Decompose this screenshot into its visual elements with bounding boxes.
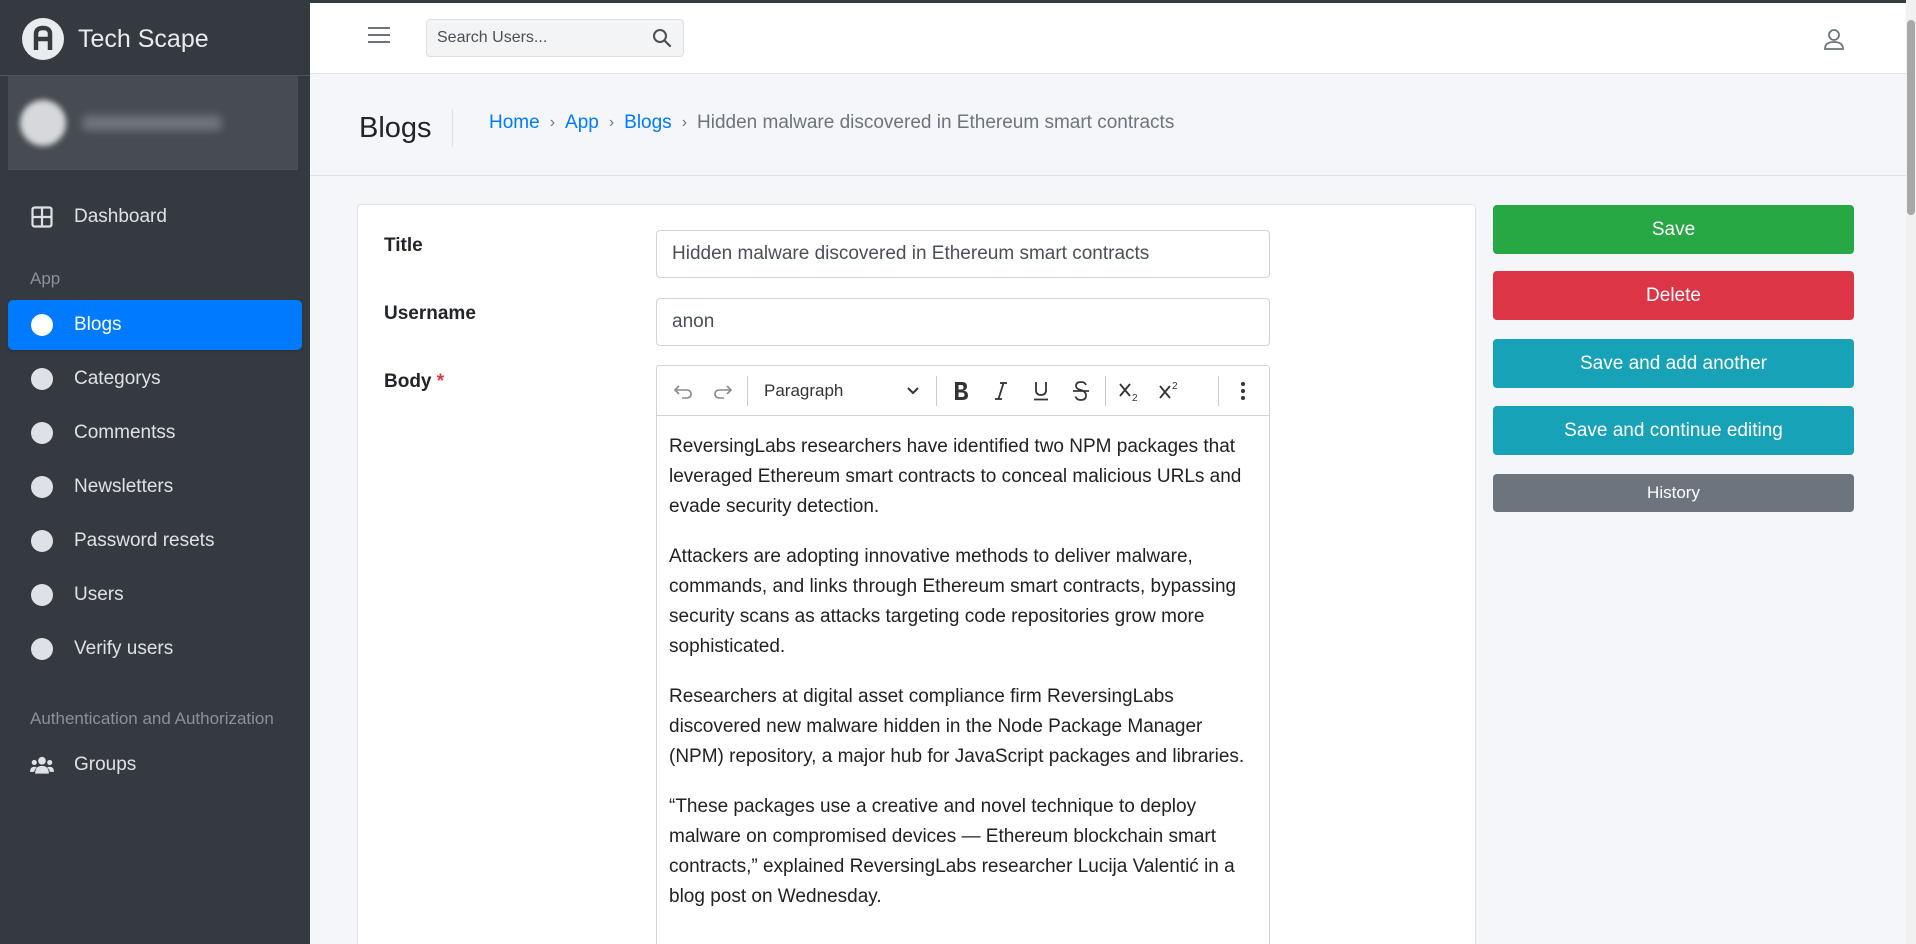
sidebar-item-label: Commentss <box>74 422 176 443</box>
vertical-dots-icon <box>1240 381 1246 401</box>
save-and-continue-button[interactable]: Save and continue editing <box>1493 406 1854 455</box>
sidebar-item-label: Blogs <box>74 314 122 335</box>
body-label <box>384 371 444 393</box>
users-icon <box>30 753 54 777</box>
editor-paragraph: Researchers at digital asset compliance firm ReversingLabs discovered new malware hidden in the Node Package Manager (NPM) repository, a major hub for JavaScript packages and libraries. <box>669 686 1245 767</box>
form-actions <box>1493 205 1854 531</box>
history-button[interactable]: History <box>1493 474 1854 512</box>
circle-icon <box>30 475 54 499</box>
user-name-blurred <box>82 115 222 131</box>
breadcrumb-current: Hidden malware discovered in Ethereum smart contracts <box>697 112 1175 133</box>
sidebar <box>0 0 310 944</box>
bold-icon <box>951 380 971 402</box>
search-input[interactable] <box>427 29 642 47</box>
page-scrollbar[interactable] <box>1906 0 1916 944</box>
sidebar-item-verify-users[interactable] <box>8 624 302 674</box>
breadcrumb-app[interactable]: App <box>565 112 599 133</box>
sidebar-nav <box>0 170 310 802</box>
breadcrumb-separator: › <box>608 114 615 131</box>
editor-paragraph: ReversingLabs researchers have identified two NPM packages that leveraged Ethereum smart contracts to conceal malicious URLs and evade security detection. <box>669 436 1242 517</box>
underline-icon <box>1031 380 1051 402</box>
undo-icon <box>672 380 694 402</box>
required-marker: * <box>436 371 445 392</box>
more-options-button[interactable] <box>1223 371 1263 411</box>
brand-link[interactable] <box>0 3 310 76</box>
circle-icon <box>30 583 54 607</box>
superscript-button[interactable] <box>1150 371 1190 411</box>
toolbar-separator <box>747 376 748 406</box>
body-label-text: Body <box>384 371 432 392</box>
content-header <box>310 74 1906 176</box>
sidebar-item-users[interactable] <box>8 570 302 620</box>
top-navbar <box>310 0 1906 74</box>
circle-icon <box>30 421 54 445</box>
dashboard-icon <box>30 205 54 229</box>
toolbar-separator <box>1105 376 1106 406</box>
strikethrough-icon <box>1071 380 1091 402</box>
svg-text:2: 2 <box>1172 380 1178 392</box>
editor-toolbar <box>657 366 1269 416</box>
redo-icon <box>712 380 734 402</box>
breadcrumb <box>489 112 1174 134</box>
sidebar-item-label: Groups <box>74 754 137 775</box>
editor-paragraph: “These packages use a creative and novel technique to deploy malware on compromised devices — Ethereum blockchain smart contracts,” explained ReversingLabs researcher Lucija Valentić in a blog post on Wednesday. <box>669 796 1235 907</box>
search-button[interactable] <box>642 20 682 56</box>
title-label: Title <box>384 235 423 256</box>
user-panel[interactable] <box>8 76 298 170</box>
breadcrumb-blogs[interactable]: Blogs <box>624 112 672 133</box>
bold-button[interactable] <box>941 371 981 411</box>
subscript-icon <box>1118 380 1142 402</box>
sidebar-item-label: Newsletters <box>74 476 174 497</box>
sidebar-item-label: Verify users <box>74 638 174 659</box>
username-label: Username <box>384 303 476 324</box>
save-button[interactable]: Save <box>1493 205 1854 254</box>
heading-dropdown-value: Paragraph <box>764 380 844 400</box>
sidebar-item-label: Users <box>74 584 124 605</box>
sidebar-item-groups[interactable] <box>8 740 302 790</box>
superscript-icon <box>1158 380 1182 402</box>
sidebar-item-categorys[interactable] <box>8 354 302 404</box>
sidebar-item-label: Dashboard <box>74 206 167 227</box>
heading-dropdown[interactable] <box>752 371 932 411</box>
redo-button[interactable] <box>703 371 743 411</box>
circle-icon <box>30 313 54 337</box>
circle-icon <box>30 367 54 391</box>
sidebar-item-newsletters[interactable] <box>8 462 302 512</box>
search-form <box>426 19 684 57</box>
editor-paragraph: Attackers are adopting innovative methods to deliver malware, commands, and links through Ethereum smart contracts, bypassing security scans as attacks targeting code repositories grow more sophisticated. <box>669 546 1237 657</box>
page-title: Blogs <box>359 109 453 147</box>
subscript-button[interactable] <box>1110 371 1150 411</box>
italic-button[interactable] <box>981 371 1021 411</box>
underline-button[interactable] <box>1021 371 1061 411</box>
username-field[interactable] <box>656 298 1270 346</box>
toolbar-separator <box>936 376 937 406</box>
blog-form-card <box>357 204 1476 944</box>
sidebar-item-label: Password resets <box>74 530 215 551</box>
breadcrumb-home[interactable]: Home <box>489 112 540 133</box>
nav-section-auth: Authentication and Authorization <box>30 709 274 728</box>
avatar <box>20 100 66 146</box>
brand-logo-icon <box>22 18 64 60</box>
sidebar-item-dashboard[interactable] <box>8 192 302 242</box>
editor-content[interactable] <box>657 416 1269 912</box>
circle-icon <box>30 529 54 553</box>
undo-button[interactable] <box>663 371 703 411</box>
user-menu-button[interactable] <box>1822 27 1846 51</box>
breadcrumb-separator: › <box>681 114 688 131</box>
sidebar-item-blogs[interactable] <box>8 300 302 350</box>
chevron-down-icon <box>906 386 920 396</box>
delete-button[interactable]: Delete <box>1493 271 1854 320</box>
svg-text:2: 2 <box>1132 392 1138 402</box>
brand-name: Tech Scape <box>78 24 209 53</box>
search-icon <box>652 28 672 48</box>
sidebar-item-commentss[interactable] <box>8 408 302 458</box>
title-field[interactable] <box>656 230 1270 278</box>
circle-icon <box>30 637 54 661</box>
save-and-add-another-button[interactable]: Save and add another <box>1493 339 1854 388</box>
menu-toggle-icon[interactable] <box>368 27 390 47</box>
sidebar-item-label: Categorys <box>74 368 161 389</box>
scrollbar-thumb[interactable] <box>1907 20 1915 215</box>
toolbar-separator <box>1218 376 1219 406</box>
breadcrumb-separator: › <box>549 114 556 131</box>
strikethrough-button[interactable] <box>1061 371 1101 411</box>
nav-section-app: App <box>30 269 61 288</box>
sidebar-item-password-resets[interactable] <box>8 516 302 566</box>
italic-icon <box>991 380 1011 402</box>
user-icon <box>1822 27 1846 51</box>
rich-text-editor <box>656 365 1270 944</box>
